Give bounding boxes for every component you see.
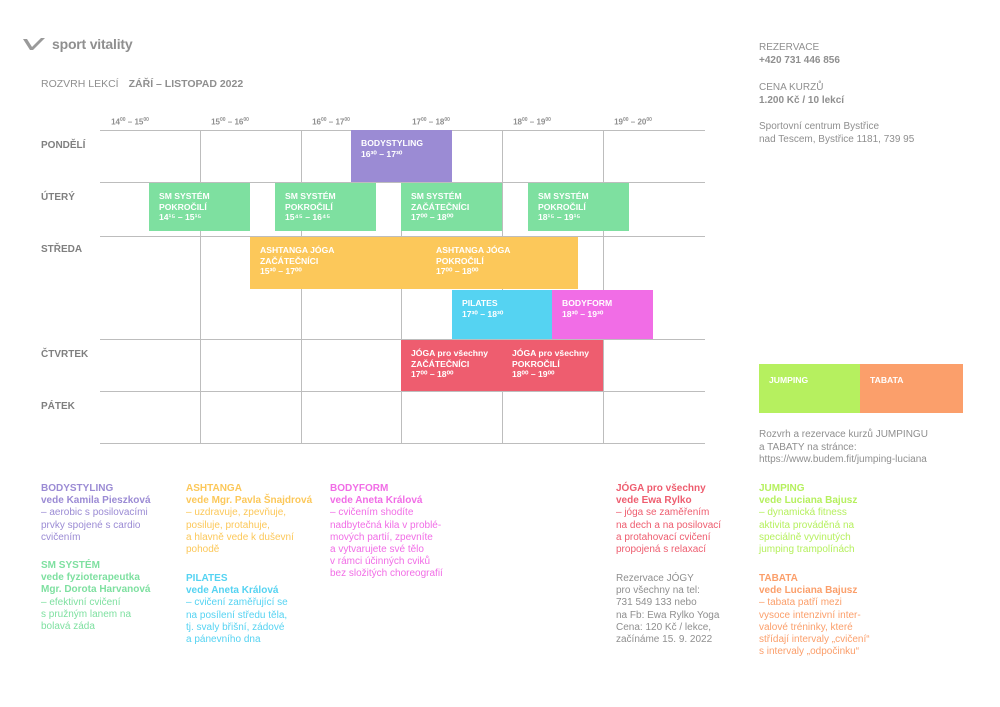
grid-line: [100, 443, 705, 444]
lesson-block[interactable]: [401, 183, 502, 231]
course-title: BODYFORM: [330, 483, 389, 494]
lesson-time: 17⁰⁰ – 18⁰⁰: [436, 266, 479, 276]
course-text: – aerobic s posilovacími prvky spojené s cardio cvičením: [41, 507, 148, 543]
course-text: – uzdravuje, zpevňuje, posiluje, protahuje, a hlavně vede k duševní pohodě: [186, 507, 294, 556]
jumping-note-line1: Rozvrh a rezervace kurzů JUMPINGU: [759, 429, 928, 440]
time-header: $17^{00} - 18^{00}$: [412, 117, 450, 127]
lesson-block[interactable]: [552, 290, 653, 339]
lesson-level: POKROČILÍ: [538, 201, 586, 212]
course-description: [186, 573, 288, 646]
course-teacher: vede Aneta Králová: [330, 495, 423, 507]
course-teacher: vede Ewa Rylko: [616, 495, 692, 507]
course-text: – cvičení zaměřující se na posílení středu těla, tj. svaly břišní, zádové a pánevního dna: [186, 597, 288, 646]
lesson-name: SM SYSTÉM: [538, 191, 589, 201]
course-teacher: vede Luciana Bajusz: [759, 585, 858, 597]
lesson-name: SM SYSTÉM: [159, 191, 210, 201]
course-teacher: vede fyzioterapeutka Mgr. Dorota Harvanová: [41, 572, 151, 596]
course-title: JUMPING: [759, 483, 805, 494]
lesson-name: SM SYSTÉM: [411, 191, 462, 201]
course-teacher: vede Kamila Pieszková: [41, 495, 151, 507]
lesson-block[interactable]: [250, 237, 426, 289]
grid-line: [200, 130, 201, 444]
course-description: [759, 483, 857, 556]
lesson-time: 16³⁰ – 17³⁰: [361, 148, 403, 159]
jumping-note: [759, 429, 989, 467]
course-text: – tabata patří mezi vysoce intenzivní inter- valové tréninky, které střídají intervaly „cvičení“ s intervaly „odpočinku“: [759, 597, 870, 658]
logo-swoosh-icon: [22, 36, 46, 52]
lesson-block[interactable]: [452, 290, 553, 339]
course-description: [616, 483, 721, 556]
lesson-level: POKROČILÍ: [436, 255, 484, 266]
lesson-name: ASHTANGA JÓGA: [260, 245, 335, 255]
lesson-name: BODYFORM: [562, 298, 613, 308]
course-title: TABATA: [759, 573, 798, 584]
course-title: PILATES: [186, 573, 228, 584]
jumping-box: JUMPING: [759, 364, 860, 413]
day-tuesday: ÚTERÝ: [41, 192, 75, 203]
lesson-level: POKROČILÍ: [512, 358, 560, 369]
lesson-level: ZAČÁTEČNÍCI: [260, 255, 319, 266]
course-description: [41, 483, 151, 544]
course-teacher: vede Luciana Bajusz: [759, 495, 858, 507]
price-label: CENA KURZŮ: [759, 82, 824, 93]
course-title: BODYSTYLING: [41, 483, 114, 494]
lesson-level: ZAČÁTEČNÍCI: [411, 201, 470, 212]
price-value: 1.200 Kč / 10 lekcí: [759, 95, 845, 106]
reservation-label: REZERVACE: [759, 42, 820, 53]
lesson-time: 14¹⁵ – 15¹⁵: [159, 212, 202, 222]
lesson-name: BODYSTYLING: [361, 138, 424, 148]
schedule-period: ZÁŘÍ – LISTOPAD 2022: [128, 78, 244, 90]
course-text: – efektivní cvičení s pružným lanem na bolavá záda: [41, 596, 132, 633]
time-header: $14^{00} - 15^{00}$: [111, 117, 149, 127]
lesson-time: 18³⁰ – 19³⁰: [562, 308, 604, 319]
course-title: SM SYSTÉM: [41, 560, 100, 571]
day-monday: PONDĚLÍ: [41, 140, 86, 151]
day-thursday: ČTVRTEK: [41, 349, 89, 360]
course-teacher: vede Aneta Králová: [186, 585, 279, 597]
lesson-level: POKROČILÍ: [159, 201, 207, 212]
lesson-name: ASHTANGA JÓGA: [436, 245, 511, 255]
lesson-name: JÓGA pro všechny: [411, 348, 489, 358]
lesson-time: 15³⁰ – 17⁰⁰: [260, 266, 302, 276]
time-header: $16^{00} - 17^{00}$: [312, 117, 350, 127]
course-text: – jóga se zaměřením na dech a na posilovací a protahovací cvičení propojená s relaxací: [616, 507, 722, 556]
lesson-time: 17⁰⁰ – 18⁰⁰: [411, 369, 454, 379]
schedule-label: ROZVRH LEKCÍ: [41, 78, 119, 90]
lesson-level: ZAČÁTEČNÍCI: [411, 358, 470, 369]
lesson-name: PILATES: [462, 298, 498, 308]
time-header: $18^{00} - 19^{00}$: [513, 117, 551, 127]
course-title: ASHTANGA: [186, 483, 242, 494]
jumping-note-link[interactable]: https://www.budem.fit/jumping-luciana: [759, 454, 927, 465]
course-text: – cvičením shodíte nadbytečná kila v problé- mových partií, zpevníte a vytvarujete své tělo v rámci účinných cviků bez složitých choreografií: [330, 507, 443, 580]
jumping-note-line2: a TABATY na stránce:: [759, 441, 857, 453]
time-header: $15^{00} - 16^{00}$: [211, 117, 249, 127]
schedule-title: [41, 78, 243, 90]
brand-name: sport vitality: [52, 36, 133, 52]
lesson-name: SM SYSTÉM: [285, 191, 336, 201]
lesson-block[interactable]: [401, 340, 502, 391]
lesson-block[interactable]: [528, 183, 629, 231]
lesson-time: 15⁴⁵ – 16⁴⁵: [285, 212, 331, 222]
price-info: [759, 81, 844, 107]
lesson-time: 17⁰⁰ – 18⁰⁰: [411, 212, 454, 222]
lesson-name: JÓGA pro všechny: [512, 348, 590, 358]
reservation-phone: +420 731 446 856: [759, 55, 840, 66]
venue-info: [759, 120, 914, 146]
lesson-block[interactable]: [426, 237, 578, 289]
lesson-block[interactable]: [275, 183, 376, 231]
course-description: [330, 483, 443, 581]
logo: [22, 36, 132, 52]
course-description: [186, 483, 312, 556]
time-header: $19^{00} - 20^{00}$: [614, 117, 652, 127]
reservation-info: [759, 41, 840, 67]
day-wednesday: STŘEDA: [41, 244, 83, 255]
lesson-time: 18⁰⁰ – 19⁰⁰: [512, 369, 555, 379]
grid-line: [100, 391, 705, 392]
lesson-time: 17³⁰ – 18³⁰: [462, 308, 504, 319]
grid-line: [603, 130, 604, 444]
lesson-block[interactable]: [149, 183, 250, 231]
lesson-time: 18¹⁵ – 19¹⁵: [538, 212, 581, 222]
day-friday: PÁTEK: [41, 401, 75, 412]
course-description: [41, 560, 150, 633]
course-text: – dynamická fitness aktivita prováděná na speciálně vyvinutých jumping trampolínách: [759, 507, 855, 556]
venue-line1: Sportovní centrum Bystřice: [759, 121, 880, 132]
course-description: [759, 573, 870, 658]
lesson-block[interactable]: [502, 340, 603, 391]
tabata-box: TABATA: [860, 364, 963, 413]
yoga-reservation: Rezervace JÓGY pro všechny na tel: 731 549 133 nebo na Fb: Ewa Rylko Yoga Cena: 120 Kč / lekce, začínáme 15. 9. 2022: [616, 573, 720, 646]
lesson-block[interactable]: [351, 130, 452, 182]
lesson-level: POKROČILÍ: [285, 201, 333, 212]
course-title: JÓGA pro všechny: [616, 483, 706, 494]
venue-line2: nad Tescem, Bystřice 1181, 739 95: [759, 134, 915, 145]
course-teacher: vede Mgr. Pavla Šnajdrová: [186, 495, 313, 507]
